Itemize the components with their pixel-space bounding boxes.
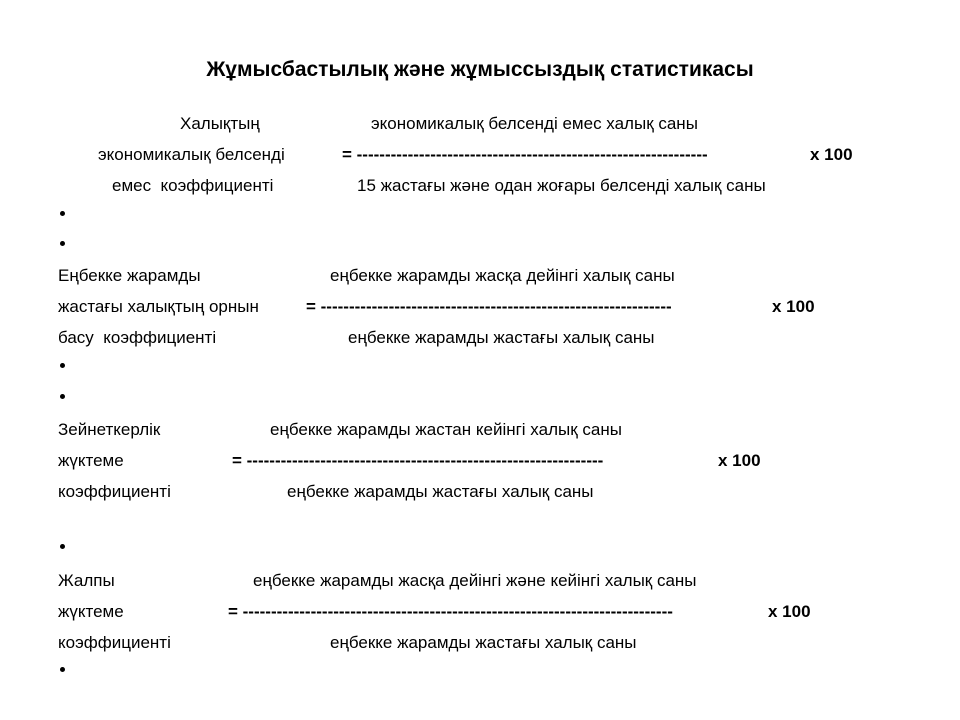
formula1-multiplier: х 100 xyxy=(810,145,853,164)
formula2-denominator: еңбекке жарамды жастағы халық саны xyxy=(348,328,655,347)
formula4-denominator: еңбекке жарамды жастағы халық саны xyxy=(330,633,637,652)
formula1-denominator: 15 жастағы және одан жоғары белсенді халық саны xyxy=(357,176,766,195)
bullet xyxy=(60,211,65,216)
formula2-label-line3: басу коэффициенті xyxy=(58,328,217,347)
bullet xyxy=(60,241,65,246)
formula4-fraction-line: = ---------------------------------------------------------------------------- xyxy=(228,602,673,621)
formula3-denominator: еңбекке жарамды жастағы халық саны xyxy=(287,482,594,501)
formula1-numerator: экономикалық белсенді емес халық саны xyxy=(371,114,698,133)
formula4-numerator: еңбекке жарамды жасқа дейінгі және кейінгі халық саны xyxy=(253,571,697,590)
formula2-label-line1: Еңбекке жарамды xyxy=(58,266,201,285)
bullet xyxy=(60,667,65,672)
formula4-label-line2: жүктеме xyxy=(58,602,124,621)
formula1-label-line1: Халықтың xyxy=(180,114,260,133)
formula3-fraction-line: = --------------------------------------------------------------- xyxy=(232,451,604,470)
formula3-multiplier: х 100 xyxy=(718,451,761,470)
formula1-label-line2: экономикалық белсенді xyxy=(98,145,285,164)
formula4-label-line3: коэффициенті xyxy=(58,633,171,652)
formula2-numerator: еңбекке жарамды жасқа дейінгі халық саны xyxy=(330,266,675,285)
formula3-label-line1: Зейнеткерлік xyxy=(58,420,161,439)
formula3-label-line2: жүктеме xyxy=(58,451,124,470)
formula3-label-line3: коэффициенті xyxy=(58,482,171,501)
formula2-fraction-line: = -------------------------------------------------------------- xyxy=(306,297,672,316)
formula2-label-line2: жастағы халықтың орнын xyxy=(58,297,259,316)
bullet xyxy=(60,363,65,368)
formula2-multiplier: х 100 xyxy=(772,297,815,316)
formula4-label-line1: Жалпы xyxy=(58,571,115,590)
formula4-multiplier: х 100 xyxy=(768,602,811,621)
bullet xyxy=(60,544,65,549)
formula1-label-line3: емес коэффициенті xyxy=(112,176,274,195)
bullet xyxy=(60,394,65,399)
formula3-numerator: еңбекке жарамды жастан кейінгі халық саны xyxy=(270,420,622,439)
page-title: Жұмысбастылық және жұмыссыздық статистикасы xyxy=(206,58,754,81)
formula1-fraction-line: = -------------------------------------------------------------- xyxy=(342,145,708,164)
